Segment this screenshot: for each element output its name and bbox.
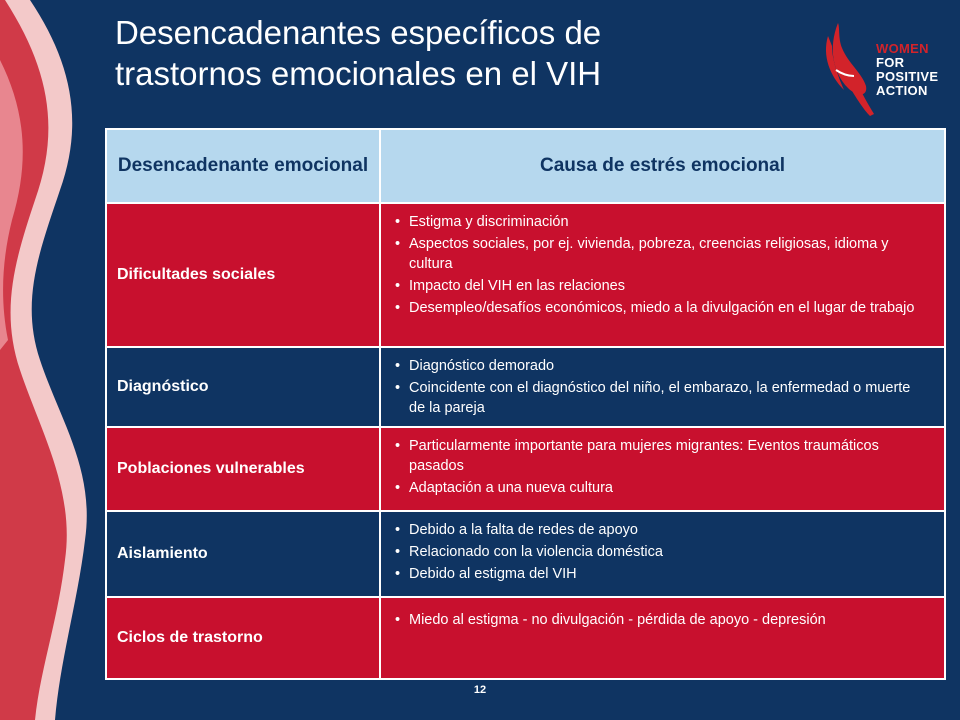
logo-line-action: ACTION xyxy=(876,83,928,98)
cause-item: • Coincidente con el diagnóstico del niño, el embarazo, la enfermedad o muerte de la pareja xyxy=(393,378,928,418)
page-number: 12 xyxy=(473,684,487,696)
trigger-label: Diagnóstico xyxy=(117,378,209,395)
table-row xyxy=(107,202,944,346)
triggers-table xyxy=(105,128,946,680)
header-cell-trigger xyxy=(107,130,381,202)
cause-item: • Debido al estigma del VIH xyxy=(393,564,928,584)
cause-cell xyxy=(381,204,944,346)
trigger-label: Aislamiento xyxy=(117,545,208,562)
table-row xyxy=(107,510,944,596)
cause-item: • Debido a la falta de redes de apoyo xyxy=(393,520,928,540)
logo-line-women: WOMEN xyxy=(876,41,929,56)
cause-item: • Desempleo/desafíos económicos, miedo a la divulgación en el lugar de trabajo xyxy=(393,298,928,318)
cause-list xyxy=(393,436,928,498)
table-row xyxy=(107,596,944,678)
cause-item: • Particularmente importante para mujeres migrantes: Eventos traumáticos pasados xyxy=(393,436,928,476)
trigger-cell xyxy=(107,204,381,346)
slide-title: Desencadenantes específicos de trastornos emocionales en el VIH xyxy=(115,14,602,92)
cause-item: • Estigma y discriminación xyxy=(393,212,928,232)
table-row xyxy=(107,346,944,426)
logo-text xyxy=(876,42,938,98)
trigger-cell xyxy=(107,512,381,596)
header-cell-cause xyxy=(381,130,944,202)
cause-list xyxy=(393,610,928,630)
header-cause-label: Causa de estrés emocional xyxy=(540,155,785,176)
header-trigger-label: Desencadenante emocional xyxy=(117,155,369,176)
trigger-cell xyxy=(107,348,381,426)
cause-cell xyxy=(381,512,944,596)
cause-list xyxy=(393,356,928,418)
table-header-row xyxy=(107,130,944,202)
trigger-label: Dificultades sociales xyxy=(117,266,276,283)
cause-cell xyxy=(381,428,944,510)
cause-cell xyxy=(381,598,944,678)
cause-cell xyxy=(381,348,944,426)
cause-item: • Aspectos sociales, por ej. vivienda, pobreza, creencias religiosas, idioma y cultura xyxy=(393,234,928,274)
cause-list xyxy=(393,520,928,584)
trigger-cell xyxy=(107,598,381,678)
cause-item: • Diagnóstico demorado xyxy=(393,356,928,376)
trigger-label: Ciclos de trastorno xyxy=(117,629,263,646)
table-row xyxy=(107,426,944,510)
cause-list xyxy=(393,212,928,318)
cause-item: • Adaptación a una nueva cultura xyxy=(393,478,928,498)
logo-line-positive: POSITIVE xyxy=(876,69,939,84)
cause-item: • Relacionado con la violencia doméstica xyxy=(393,542,928,562)
cause-item: • Impacto del VIH en las relaciones xyxy=(393,276,928,296)
trigger-label: Poblaciones vulnerables xyxy=(117,460,305,477)
cause-item: • Miedo al estigma - no divulgación - pérdida de apoyo - depresión xyxy=(393,610,928,630)
logo-line-for: FOR xyxy=(876,55,905,70)
trigger-cell xyxy=(107,428,381,510)
